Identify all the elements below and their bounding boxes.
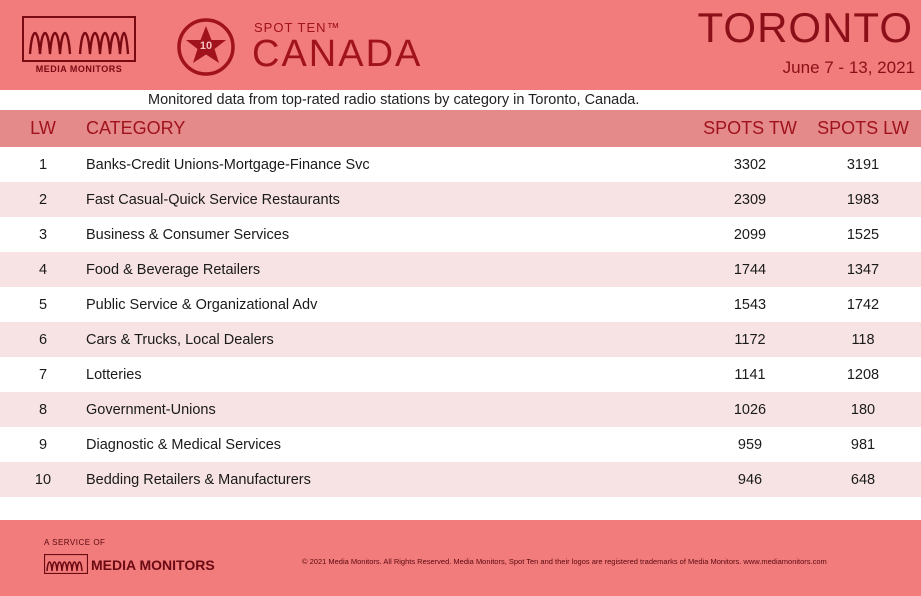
date-range: June 7 - 13, 2021 bbox=[782, 58, 915, 77]
row-spots-tw: 2309 bbox=[733, 191, 767, 208]
row-spots-tw: 1172 bbox=[734, 331, 766, 348]
row-rank: 6 bbox=[38, 331, 48, 348]
table-row bbox=[0, 147, 921, 182]
row-spots-tw: 959 bbox=[737, 436, 763, 453]
row-category: Cars & Trucks, Local Dealers bbox=[86, 331, 274, 348]
row-category: Diagnostic & Medical Services bbox=[86, 436, 282, 453]
table-header-row bbox=[0, 110, 921, 147]
spots-table bbox=[0, 110, 921, 497]
table-row bbox=[0, 287, 921, 322]
report-subtitle: Monitored data from top-rated radio stations by category in Toronto, Canada. bbox=[148, 92, 640, 108]
row-spots-tw: 1026 bbox=[733, 401, 767, 418]
row-spots-lw: 1208 bbox=[846, 366, 880, 383]
row-spots-tw: 946 bbox=[737, 471, 763, 488]
service-of-label: A SERVICE OF bbox=[44, 538, 106, 547]
row-rank: 5 bbox=[38, 296, 48, 313]
row-category: Lotteries bbox=[86, 366, 142, 383]
row-spots-tw: 3302 bbox=[733, 156, 767, 173]
row-spots-lw: 180 bbox=[850, 401, 876, 418]
mm-logo-icon bbox=[44, 554, 88, 574]
row-spots-lw: 3191 bbox=[846, 156, 880, 173]
row-spots-lw: 1742 bbox=[846, 296, 880, 313]
row-rank: 7 bbox=[38, 366, 48, 383]
footer-logo bbox=[44, 554, 244, 576]
table-row bbox=[0, 217, 921, 252]
table-row bbox=[0, 252, 921, 287]
row-rank: 8 bbox=[38, 401, 48, 418]
row-rank: 9 bbox=[38, 436, 48, 453]
footer-brand-name: MEDIA MONITORS bbox=[91, 557, 215, 573]
copyright-text: © 2021 Media Monitors. All Rights Reserved. Media Monitors, Spot Ten and their logos are registered trademarks of Media Monitors. www.mediamonitors.com bbox=[302, 557, 827, 566]
row-rank: 10 bbox=[34, 471, 52, 488]
row-category: Public Service & Organizational Adv bbox=[86, 296, 318, 313]
row-rank: 1 bbox=[38, 156, 48, 173]
media-monitors-logo bbox=[22, 16, 136, 76]
row-rank: 2 bbox=[38, 191, 48, 208]
row-spots-lw: 118 bbox=[851, 331, 875, 348]
row-spots-lw: 1525 bbox=[846, 226, 880, 243]
row-rank: 3 bbox=[38, 226, 48, 243]
row-spots-tw: 1543 bbox=[733, 296, 767, 313]
row-spots-lw: 1983 bbox=[846, 191, 880, 208]
report-header bbox=[0, 0, 921, 90]
table-row bbox=[0, 462, 921, 497]
mm-logo-text: MEDIA MONITORS bbox=[35, 64, 123, 74]
row-spots-tw: 1141 bbox=[734, 366, 766, 383]
row-spots-lw: 1347 bbox=[846, 261, 880, 278]
city-title: TORONTO bbox=[697, 4, 913, 51]
country-title: CANADA bbox=[252, 33, 423, 75]
row-category: Government-Unions bbox=[86, 401, 216, 418]
row-spots-lw: 981 bbox=[850, 436, 876, 453]
row-rank: 4 bbox=[38, 261, 48, 278]
header-category: CATEGORY bbox=[86, 118, 186, 138]
table-row bbox=[0, 182, 921, 217]
report-footer bbox=[0, 520, 921, 596]
spot-ten-badge-number: 10 bbox=[199, 40, 213, 52]
header-spots-tw: SPOTS TW bbox=[703, 118, 797, 138]
header-spots-lw: SPOTS LW bbox=[817, 118, 909, 138]
table-row bbox=[0, 392, 921, 427]
table-row bbox=[0, 357, 921, 392]
row-category: Bedding Retailers & Manufacturers bbox=[86, 471, 311, 488]
spot-ten-label: SPOT TEN™ bbox=[254, 20, 341, 35]
row-category: Business & Consumer Services bbox=[86, 226, 290, 243]
row-category: Banks-Credit Unions-Mortgage-Finance Svc bbox=[86, 156, 370, 173]
header-lw: LW bbox=[30, 118, 56, 138]
row-spots-tw: 2099 bbox=[733, 226, 767, 243]
table-row bbox=[0, 322, 921, 357]
mm-logo-icon bbox=[22, 16, 136, 62]
row-category: Fast Casual-Quick Service Restaurants bbox=[86, 191, 340, 208]
table-row bbox=[0, 427, 921, 462]
row-spots-lw: 648 bbox=[850, 471, 876, 488]
row-spots-tw: 1744 bbox=[733, 261, 767, 278]
row-category: Food & Beverage Retailers bbox=[86, 261, 261, 278]
